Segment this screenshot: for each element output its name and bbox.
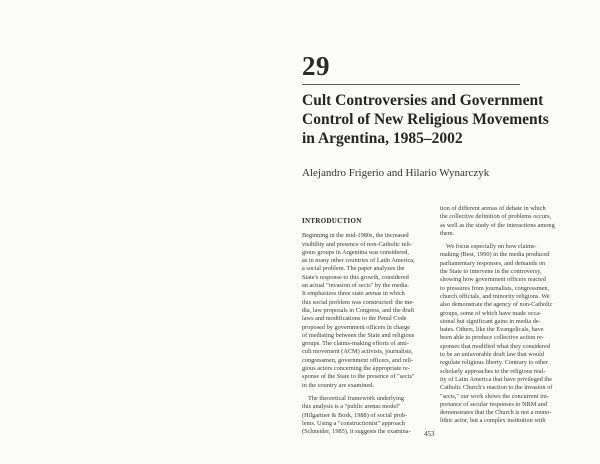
text-line: the State to intervene in the controversy, [440, 268, 542, 276]
text-line: State's response to this growth, considered [302, 273, 409, 281]
text-line: demonstrates that the Church is not a mono- [440, 409, 552, 417]
text-line: this analysis is a "public arenas model" [302, 403, 401, 411]
text-line: "sects," our work shows the concurrent im- [440, 392, 549, 400]
text-line: groups, some of which have made occa- [440, 309, 542, 317]
text-line: making (Best, 1990) in the media produced [440, 251, 550, 259]
chapter-title-line: in Argentina, 1985–2002 [302, 130, 463, 147]
text-line: portance of secular responses to NRM and [440, 400, 548, 408]
text-line: as well as the study of the interactions among [440, 221, 555, 229]
text-line: gious groups in Argentina was considered, [302, 248, 409, 256]
text-line: gious actors concerning the appropriate re- [302, 365, 410, 373]
text-line: Catholic Church's reaction to the invasion of [440, 384, 553, 392]
text-line: a social problem. The paper analyzes the [302, 265, 405, 273]
text-line: laws and modifications to the Penal Code [302, 315, 407, 323]
text-line: (Hilgartner & Bosk, 1988) of social prob- [302, 411, 408, 419]
text-line: to be an unfavorable draft law that would [440, 351, 545, 359]
text-line: congressmen, government officers, and reli- [302, 356, 414, 364]
text-line: lithic actor, but a complex institution with [440, 417, 546, 425]
chapter-title-line: Cult Controversies and Government [302, 92, 544, 109]
text-line: sponses that modified what they considered [440, 342, 550, 350]
left-column [302, 217, 424, 436]
text-line: regulate religious liberty. Contrary to other [440, 359, 549, 367]
text-line: showing how government officers reacted [440, 276, 546, 284]
text-line: the collective definition of problems occurs, [440, 213, 552, 221]
text-line: an actual "invasion of sects" by the media. [302, 282, 409, 290]
text-line: parliamentary responses, and demands on [440, 259, 546, 267]
text-line: church officials, and minority religions. We [440, 292, 550, 300]
chapter-title [302, 91, 549, 148]
chapter-title-line: Control of New Religious Movements [302, 111, 549, 128]
text-line: to pressures from journalists, congressmen, [440, 284, 550, 292]
text-line: them. [440, 229, 455, 237]
text-line: been able to produce collective action re- [440, 334, 544, 342]
text-line: It emphasizes three state arenas in which [302, 290, 405, 298]
text-line: scholarly approaches to the religious real- [440, 367, 546, 375]
text-line: also demonstrate the agency of non-Catholic [440, 301, 553, 309]
text-line: dia, law proposals in Congress, and the draft [302, 306, 415, 314]
chapter-rule [302, 84, 520, 85]
text-line: sponse of the State to the presence of "sects" [302, 373, 415, 381]
text-line: (Schneider, 1985), it suggests the examina- [302, 428, 411, 436]
text-line: this social problem was constructed: the me- [302, 298, 415, 306]
right-column [440, 205, 568, 426]
text-line: in the country are examined. [302, 381, 374, 389]
text-line: of mediating between the State and religious [302, 331, 415, 339]
text-line: ity of Latin America that have privileged the [440, 375, 553, 383]
text-line: sional but significant gains in media de- [440, 317, 541, 325]
text-line: proposed by government officers in charge [302, 323, 411, 331]
text-line: cult movement (ACM) activists, journalists, [302, 348, 413, 356]
page-number: 453 [424, 430, 435, 438]
chapter-number: 29 [302, 51, 330, 81]
text-line: groups. The claims-making efforts of anti- [302, 340, 409, 348]
text-line: tion of different arenas of debate in which [440, 205, 546, 212]
text-line: We focus especially on how claims- [446, 243, 537, 251]
text-line: The theoretical framework underlying [308, 394, 404, 402]
text-line: Beginning in the mid-1980s, the increased [302, 232, 409, 240]
chapter-authors: Alejandro Frigerio and Hilario Wynarczyk [302, 167, 490, 179]
section-heading: INTRODUCTION [302, 217, 362, 225]
text-line: lems. Using a "constructionist" approach [302, 419, 405, 427]
text-line: as in many other countries of Latin America, [302, 257, 415, 265]
text-line: visibility and presence of non-Catholic reli- [302, 240, 412, 248]
text-line: bates. Others, like the Evangelicals, have [440, 326, 544, 334]
